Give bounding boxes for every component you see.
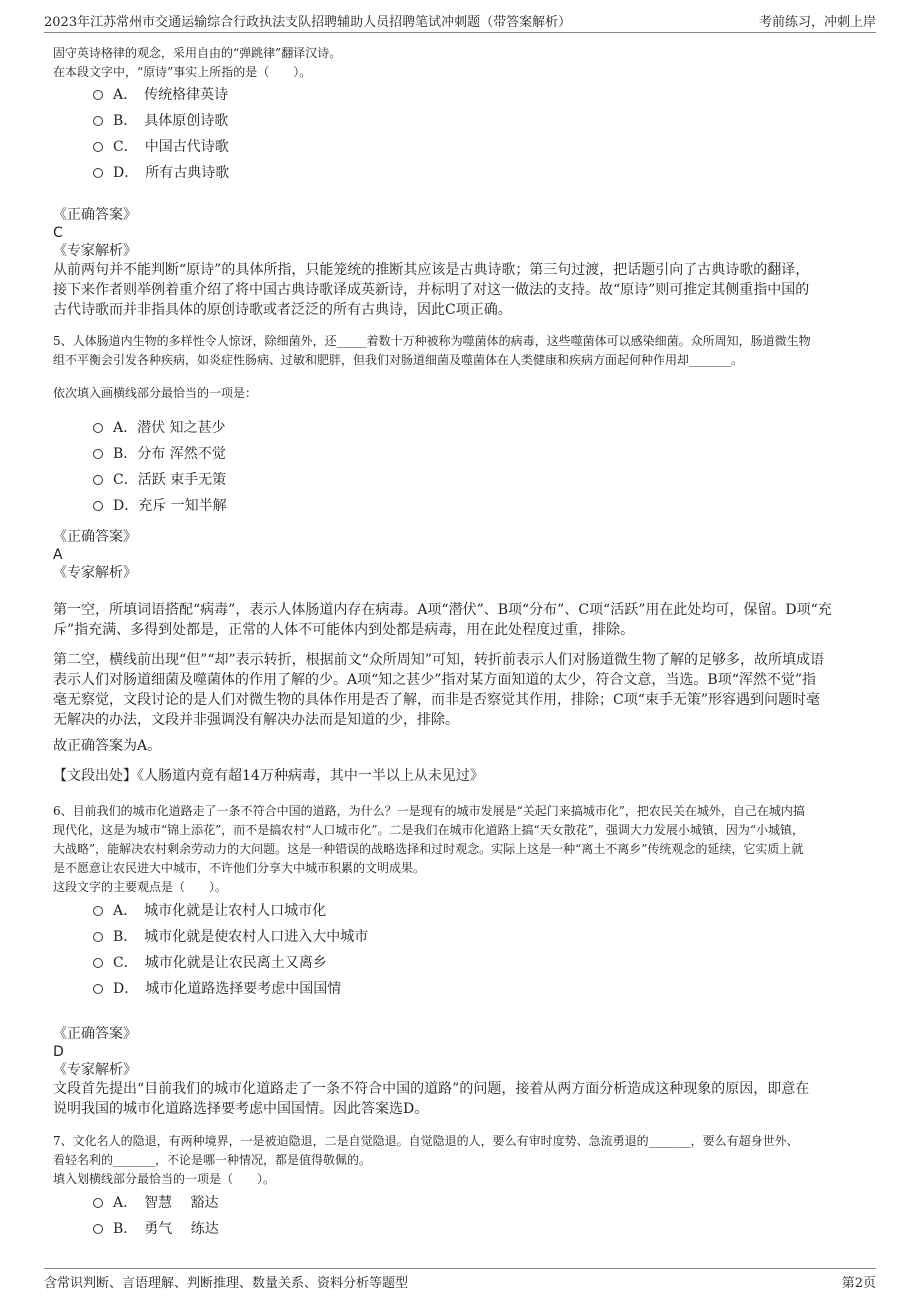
question-stem-line: 5、人体肠道内生物的多样性令人惊讶，除细菌外，还_____着数十万种被称为噬菌体的病毒，这些噬菌体可以感染细菌。众所周知，肠道微生物 xyxy=(53,334,811,348)
radio-icon[interactable] xyxy=(93,906,103,916)
question-prompt: 依次填入画横线部分最恰当的一项是： xyxy=(53,386,258,400)
option-d[interactable]: D． 所有古典诗歌 xyxy=(53,160,453,186)
radio-icon[interactable] xyxy=(93,90,103,100)
page-number: 第2页 xyxy=(841,1275,876,1291)
q5-answer-section xyxy=(53,528,873,582)
question-4 xyxy=(53,44,341,82)
passage-source: 【文段出处】《人肠道内竟有超14万种病毒，其中一半以上从未见过》 xyxy=(53,768,484,784)
analysis-line: 毫无察觉，文段讨论的是人们对微生物的具体作用是否了解，而非是否察觉其作用，排除；C项“束手无策”形容遇到问题时毫 xyxy=(53,692,821,708)
radio-icon[interactable] xyxy=(93,1198,103,1208)
radio-icon[interactable] xyxy=(93,984,103,994)
correct-answer: C xyxy=(53,225,63,241)
option-d[interactable]: D． 城市化道路选择要考虑中国国情 xyxy=(53,976,553,1002)
radio-icon[interactable] xyxy=(93,449,103,459)
correct-answer: D xyxy=(53,1044,64,1060)
analysis-label: 《专家解析》 xyxy=(53,243,137,259)
question-5 xyxy=(53,332,873,370)
question-stem-line: 是不愿意让农民进大中城市，不许他们分享大中城市积累的文明成果。 xyxy=(53,861,426,875)
analysis-line: 表示人们对肠道细菌及噬菌体的作用了解的少。A项“知之甚少”指对某方面知道的太少，符合文意，当选。B项“浑然不觉”指 xyxy=(53,672,817,688)
question-6 xyxy=(53,802,873,897)
correct-answer: A xyxy=(53,547,63,563)
q5-conclusion-wrap xyxy=(53,736,161,756)
analysis-line: 从前两句并不能判断“原诗”的具体所指，只能笼统的推断其应该是古典诗歌；第三句过渡，把话题引向了古典诗歌的翻译， xyxy=(53,262,810,278)
footer-description: 含常识判断、言语理解、判断推理、数量关系、资料分析等题型 xyxy=(44,1275,409,1291)
question-stem-line: 固守英诗格律的观念，采用自由的“弹跳律”翻译汉诗。 xyxy=(53,46,342,60)
question-stem-line: 看轻名利的_______，不论是哪一种情况，都是值得敬佩的。 xyxy=(53,1153,372,1167)
question-7 xyxy=(53,1132,873,1189)
conclusion: 故正确答案为A。 xyxy=(53,738,162,754)
question-stem-line: 6、目前我们的城市化道路走了一条不符合中国的道路，为什么？一是现有的城市发展是“关起门来搞城市化”，把农民关在城外，自己在城内搞 xyxy=(53,804,805,818)
answer-label: 《正确答案》 xyxy=(53,1026,137,1042)
radio-icon[interactable] xyxy=(93,116,103,126)
question-prompt: 填入划横线部分最恰当的一项是（ ）。 xyxy=(53,1172,276,1186)
analysis-line: 古代诗歌而并非指具体的原创诗歌或者泛泛的所有古典诗，因此C项正确。 xyxy=(53,302,512,318)
q4-options xyxy=(53,82,453,186)
analysis-label: 《专家解析》 xyxy=(53,565,137,581)
option-a[interactable]: A． 传统格律英诗 xyxy=(53,82,453,108)
analysis-line: 无解决的办法，文段并非强调没有解决办法而是知道的少，排除。 xyxy=(53,712,459,728)
page-header xyxy=(44,8,876,33)
option-b[interactable]: B． 城市化就是使农村人口进入大中城市 xyxy=(53,924,553,950)
q5-options xyxy=(53,415,453,519)
analysis-line: 斥”指充满、多得到处都是，正常的人体不可能体内到处都是病毒，用在此处程度过重，排除。 xyxy=(53,622,635,638)
radio-icon[interactable] xyxy=(93,1224,103,1234)
option-a[interactable]: A．潜伏 知之甚少 xyxy=(53,415,453,441)
question-stem-line: 组不平衡会引发各种疾病，如炎症性肠病、过敏和肥胖，但我们对肠道细菌及噬菌体在人类健康和疾病方面起何种作用却_______。 xyxy=(53,353,744,367)
question-stem-line: 7、文化名人的隐退，有两种境界，一是被迫隐退，二是自觉隐退。自觉隐退的人，要么有审时度势、急流勇退的_______，要么有超身世外、 xyxy=(53,1134,799,1148)
radio-icon[interactable] xyxy=(93,168,103,178)
q5-prompt-wrap xyxy=(53,384,257,403)
option-d[interactable]: D．充斥 一知半解 xyxy=(53,493,453,519)
q6-options xyxy=(53,898,553,1002)
question-prompt: 在本段文字中，“原诗”事实上所指的是（ ）。 xyxy=(53,65,312,79)
option-b[interactable]: B．分布 浑然不觉 xyxy=(53,441,453,467)
analysis-label: 《专家解析》 xyxy=(53,1062,137,1078)
radio-icon[interactable] xyxy=(93,142,103,152)
option-c[interactable]: C．活跃 束手无策 xyxy=(53,467,453,493)
page-footer xyxy=(44,1268,876,1293)
question-stem-line: 大战略”，能解决农村剩余劳动力的大问题。这是一种错误的战略选择和过时观念。实际上这是一种“离土不离乡”传统观念的延续，它实质上就 xyxy=(53,842,804,856)
q7-options xyxy=(53,1190,453,1242)
analysis-line: 接下来作者则举例着重介绍了将中国古典诗歌译成英新诗，并标明了对这一做法的支持。故“原诗”则可推定其侧重指中国的 xyxy=(53,282,810,298)
option-a[interactable]: A． 城市化就是让农村人口城市化 xyxy=(53,898,553,924)
analysis-line: 说明我国的城市化道路选择要考虑中国国情。因此答案选D。 xyxy=(53,1101,429,1117)
option-c[interactable]: C． 中国古代诗歌 xyxy=(53,134,453,160)
q5-source-wrap xyxy=(53,766,484,786)
answer-label: 《正确答案》 xyxy=(53,529,137,545)
question-stem-line: 现代化，这是为城市“锦上添花”，而不是搞农村“人口城市化”。二是我们在城市化道路上搞“天女散花”，强调大力发展小城镇，因为“小城镇， xyxy=(53,823,804,837)
answer-label: 《正确答案》 xyxy=(53,207,137,223)
radio-icon[interactable] xyxy=(93,958,103,968)
q5-analysis-para2 xyxy=(53,650,873,730)
analysis-line: 文段首先提出“目前我们的城市化道路走了一条不符合中国的道路”的问题，接着从两方面分析造成这种现象的原因，即意在 xyxy=(53,1081,810,1097)
question-prompt: 这段文字的主要观点是（ ）。 xyxy=(53,880,228,894)
radio-icon[interactable] xyxy=(93,932,103,942)
option-b[interactable]: B． 具体原创诗歌 xyxy=(53,108,453,134)
radio-icon[interactable] xyxy=(93,501,103,511)
analysis-line: 第二空，横线前出现“但”“却”表示转折，根据前文“众所周知”可知，转折前表示人们对肠道微生物了解的足够多，故所填成语 xyxy=(53,652,824,668)
q5-analysis-para1 xyxy=(53,600,873,640)
header-slogan: 考前练习，冲刺上岸 xyxy=(758,14,876,30)
document-title: 2023年江苏常州市交通运输综合行政执法支队招聘辅助人员招聘笔试冲刺题（带答案解析） xyxy=(44,14,572,30)
radio-icon[interactable] xyxy=(93,423,103,433)
option-a[interactable]: A． 智慧 豁达 xyxy=(53,1190,453,1216)
analysis-line: 第一空，所填词语搭配“病毒”，表示人体肠道内存在病毒。A项“潜伏”、B项“分布”、C项“活跃”用在此处均可，保留。D项“充 xyxy=(53,602,832,618)
q4-answer-section xyxy=(53,206,873,320)
option-b[interactable]: B． 勇气 练达 xyxy=(53,1216,453,1242)
option-c[interactable]: C． 城市化就是让农民离土又离乡 xyxy=(53,950,553,976)
q6-answer-section xyxy=(53,1025,873,1119)
radio-icon[interactable] xyxy=(93,475,103,485)
